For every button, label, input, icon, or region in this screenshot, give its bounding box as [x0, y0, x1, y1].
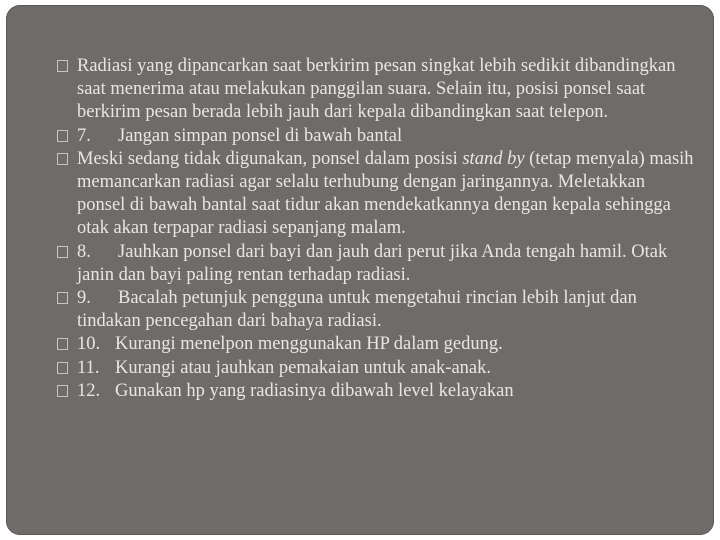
item-number: 7. — [77, 125, 91, 146]
bullet-item-10 — [54, 333, 694, 356]
bullet-item-12 — [54, 380, 694, 403]
bullet-item-radiasi-sms — [54, 55, 694, 125]
square-bullet-icon — [57, 246, 68, 258]
item-number: 11. — [77, 357, 100, 378]
square-bullet-icon — [57, 130, 68, 142]
bullet-text-before: Meski sedang tidak digunakan, ponsel dalam posisi — [77, 148, 463, 169]
item-number: 12. — [77, 380, 101, 401]
square-bullet-icon — [57, 292, 68, 304]
square-bullet-icon — [57, 362, 68, 374]
square-bullet-icon — [57, 60, 68, 72]
bullet-item-stand-by — [54, 148, 694, 241]
bullet-text: Kurangi atau jauhkan pemakaian untuk anak-anak. — [115, 357, 492, 378]
bullet-text: Radiasi yang dipancarkan saat berkirim pesan singkat lebih sedikit dibandingkan saat menerima atau melakukan panggilan suara. Selain itu, posisi ponsel saat berkirim pesan berada lebih jauh dari kepala dibandingkan saat telepon. — [77, 56, 676, 123]
slide-frame — [6, 5, 714, 535]
square-bullet-icon — [57, 338, 68, 350]
bullet-text: Bacalah petunjuk pengguna untuk mengetahui rincian lebih lanjut dan tindakan pencegahan dari bahaya radiasi. — [77, 288, 637, 332]
bullet-text-italic: stand by — [462, 148, 525, 169]
bullet-item-11 — [54, 357, 694, 380]
bullet-text: Kurangi menelpon menggunakan HP dalam gedung. — [115, 334, 503, 355]
item-number: 8. — [77, 241, 91, 262]
bullet-list — [54, 55, 694, 403]
bullet-text-after: (tetap menyala) masih memancarkan radiasi agar selalu terhubung dengan jaringannya. Meletakkan ponsel di bawah bantal saat tidur akan mendekatkannya dengan kepala sehingga otak akan terpapar radiasi sepanjang malam. — [77, 148, 694, 239]
bullet-item-9 — [54, 287, 694, 333]
bullet-text: Gunakan hp yang radiasinya dibawah level kelayakan — [115, 380, 514, 401]
square-bullet-icon — [57, 153, 68, 165]
item-number: 10. — [77, 334, 101, 355]
square-bullet-icon — [57, 385, 68, 397]
bullet-item-8 — [54, 241, 694, 287]
bullet-text: Jauhkan ponsel dari bayi dan jauh dari perut jika Anda tengah hamil. Otak janin dan bayi paling rentan terhadap radiasi. — [77, 241, 668, 285]
item-number: 9. — [77, 288, 91, 309]
bullet-text: Jangan simpan ponsel di bawah bantal — [118, 125, 403, 146]
bullet-item-7 — [54, 125, 694, 148]
